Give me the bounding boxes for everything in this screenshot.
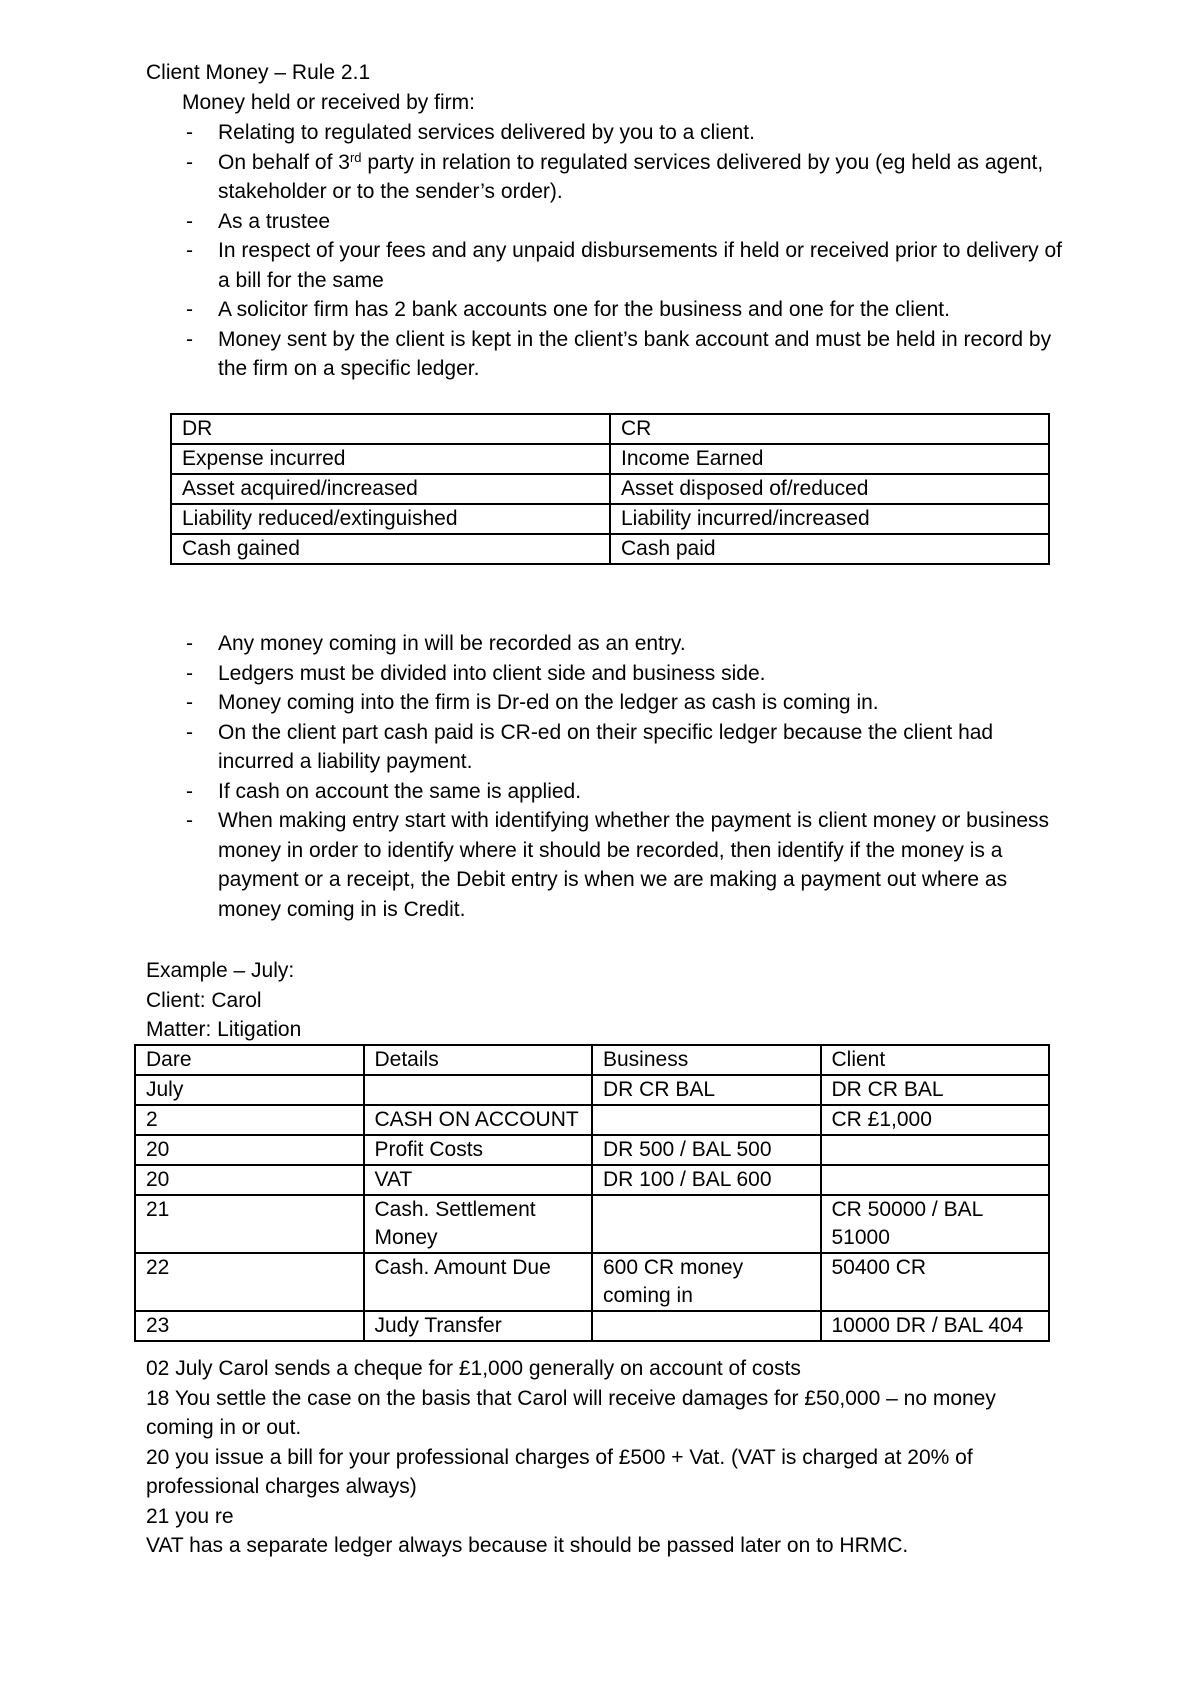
example-client: Client: Carol	[146, 988, 262, 1012]
table-cell: 600 CR money coming in	[592, 1253, 821, 1311]
table-row	[135, 1135, 1049, 1165]
note-line: 18 You settle the case on the basis that Carol will receive damages for £50,000 – no money coming in or out.	[146, 1386, 996, 1439]
ledger-table	[134, 1044, 1050, 1342]
list-item	[182, 148, 1062, 207]
table-cell: CR £1,000	[821, 1105, 1050, 1135]
table-row	[171, 504, 1049, 534]
example-header	[146, 956, 301, 1045]
table-cell: CASH ON ACCOUNT	[364, 1105, 593, 1135]
list-item: - As a trustee	[182, 207, 1062, 237]
table-cell: 21	[135, 1195, 364, 1253]
table-cell: 10000 DR / BAL 404	[821, 1311, 1050, 1341]
example-title: Example – July:	[146, 959, 295, 982]
table-cell: Income Earned	[610, 444, 1049, 474]
table-cell	[821, 1135, 1050, 1165]
list-item: - In respect of your fees and any unpaid disbursements if held or received prior to delivery of a bill for the same	[182, 236, 1062, 295]
table-cell: Profit Costs	[364, 1135, 593, 1165]
bullet-list-ledger-notes	[182, 629, 1062, 924]
table-cell: Judy Transfer	[364, 1311, 593, 1341]
example-notes	[146, 1354, 1056, 1561]
intro-text: Money held or received by firm:	[182, 91, 475, 114]
note-line: 20 you issue a bill for your professional charges of £500 + Vat. (VAT is charged at 20% of professional charges always)	[146, 1445, 973, 1498]
dr-cr-table	[170, 413, 1050, 565]
table-cell: Expense incurred	[171, 444, 610, 474]
table-cell: CR 50000 / BAL 51000	[821, 1195, 1050, 1253]
table-row	[135, 1311, 1049, 1341]
list-item: - On the client part cash paid is CR-ed on their specific ledger because the client had incurred a liability payment.	[182, 718, 1062, 777]
table-cell: DR CR BAL	[821, 1075, 1050, 1105]
table-cell: 22	[135, 1253, 364, 1311]
list-item: - If cash on account the same is applied.	[182, 777, 1062, 807]
table-row	[135, 1165, 1049, 1195]
table-cell: July	[135, 1075, 364, 1105]
table-cell: Business	[592, 1045, 821, 1075]
table-cell: DR CR BAL	[592, 1075, 821, 1105]
table-row	[171, 534, 1049, 564]
table-cell: Liability incurred/increased	[610, 504, 1049, 534]
list-item: - Relating to regulated services delivered by you to a client.	[182, 118, 1062, 148]
table-row	[135, 1195, 1049, 1253]
list-item-text: On behalf of 3	[218, 150, 350, 174]
example-matter: Matter: Litigation	[146, 1018, 302, 1041]
note-line: VAT has a separate ledger always because it should be passed later on to HRMC.	[146, 1534, 909, 1557]
table-cell: Client	[821, 1045, 1050, 1075]
table-cell: CR	[610, 414, 1049, 444]
table-row	[171, 444, 1049, 474]
table-row	[135, 1075, 1049, 1105]
list-item-text: party in relation to regulated services delivered by you (eg held as agent, stakeholder or to the sender’s order).	[218, 150, 1044, 203]
table-row	[135, 1045, 1049, 1075]
table-cell: DR 100 / BAL 600	[592, 1165, 821, 1195]
list-item: - Money coming into the firm is Dr-ed on the ledger as cash is coming in.	[182, 688, 1062, 718]
table-cell: 20	[135, 1135, 364, 1165]
table-cell: 50400 CR	[821, 1253, 1050, 1311]
list-item: - When making entry start with identifying whether the payment is client money or business money in order to identify where it should be recorded, then identify if the money is a payment or a receipt, the Debit entry is when we are making a payment out where as money coming in is Credit.	[182, 806, 1062, 924]
table-row	[135, 1253, 1049, 1311]
table-row	[171, 474, 1049, 504]
table-cell	[592, 1311, 821, 1341]
table-cell: Asset acquired/increased	[171, 474, 610, 504]
note-line: 02 July Carol sends a cheque for £1,000 generally on account of costs	[146, 1357, 801, 1380]
list-item: - A solicitor firm has 2 bank accounts one for the business and one for the client.	[182, 295, 1062, 325]
table-cell: DR	[171, 414, 610, 444]
list-item: - Ledgers must be divided into client side and business side.	[182, 659, 1062, 689]
table-cell: Liability reduced/extinguished	[171, 504, 610, 534]
table-cell: 2	[135, 1105, 364, 1135]
table-cell	[592, 1195, 821, 1253]
table-cell: Cash gained	[171, 534, 610, 564]
table-cell: Asset disposed of/reduced	[610, 474, 1049, 504]
page-title: Client Money – Rule 2.1	[146, 61, 371, 84]
table-cell: Details	[364, 1045, 593, 1075]
list-item: - Money sent by the client is kept in the client’s bank account and must be held in record by the firm on a specific ledger.	[182, 325, 1062, 384]
table-cell: Dare	[135, 1045, 364, 1075]
table-cell	[821, 1165, 1050, 1195]
note-line: 21 you re	[146, 1504, 234, 1528]
table-row	[135, 1105, 1049, 1135]
table-cell: Cash. Settlement Money	[364, 1195, 593, 1253]
table-row	[171, 414, 1049, 444]
bullet-list-rules	[182, 118, 1062, 384]
table-cell: Cash paid	[610, 534, 1049, 564]
list-item: - Any money coming in will be recorded as an entry.	[182, 629, 1062, 659]
table-cell	[592, 1105, 821, 1135]
table-cell: 23	[135, 1311, 364, 1341]
table-cell: VAT	[364, 1165, 593, 1195]
superscript: rd	[349, 149, 362, 165]
table-cell	[364, 1075, 593, 1105]
table-cell: DR 500 / BAL 500	[592, 1135, 821, 1165]
table-cell: 20	[135, 1165, 364, 1195]
table-cell: Cash. Amount Due	[364, 1253, 593, 1311]
